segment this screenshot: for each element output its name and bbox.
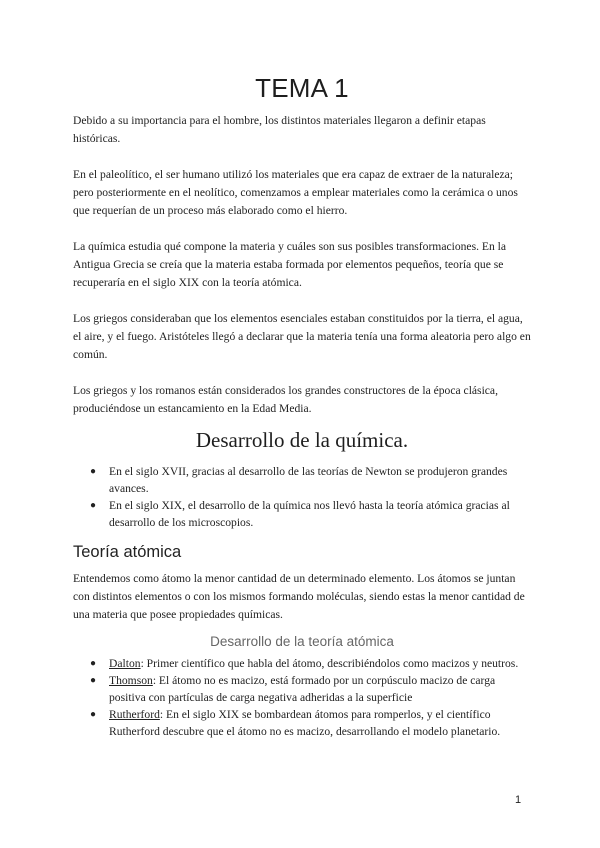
bullet-icon: ● xyxy=(90,466,97,477)
page-content xyxy=(73,73,531,750)
page-title: TEMA 1 xyxy=(255,73,349,103)
section-heading-desarrollo: Desarrollo de la química. xyxy=(195,428,409,452)
scientist-name: Dalton xyxy=(109,657,141,670)
scientist-name: Rutherford xyxy=(109,708,160,721)
intro-paragraph: Los griegos y los romanos están considerados los grandes constructores de la época clásica, produciéndose un estancamiento en la Edad Media. xyxy=(73,384,498,415)
intro-paragraph: En el paleolítico, el ser humano utilizó los materiales que era capaz de extraer de la naturaleza; pero posteriormente en el neolítico, comenzamos a emplear materiales como la cerámica o unos que requerían de un proceso más elaborado como el hierro. xyxy=(73,168,518,217)
section-heading-teoria: Teoría atómica xyxy=(73,543,182,561)
subsection-heading: Desarrollo de la teoría atómica xyxy=(210,634,394,649)
intro-paragraph: La química estudia qué compone la materia y cuáles son sus posibles transformaciones. En la Antigua Grecia se creía que la materia estaba formada por elementos pequeños, teoría que se recuperaría en el siglo XIX con la teoría atómica. xyxy=(73,240,507,289)
scientist-name: Thomson xyxy=(109,674,153,687)
scientist-description: : El átomo no es macizo, está formado por un corpúsculo macizo de carga positiva con partículas de carga negativa adheridas a la superficie xyxy=(109,674,496,704)
list-item xyxy=(73,655,531,672)
intro-paragraph: Debido a su importancia para el hombre, los distintos materiales llegaron a definir etapas históricas. xyxy=(73,114,486,145)
list-item xyxy=(73,672,531,706)
scientist-description: : En el siglo XIX se bombardean átomos para romperlos, y el científico Rutherford descubre que el átomo no es macizo, desarrollando el modelo planetario. xyxy=(109,708,501,738)
desarrollo-bullet-list xyxy=(73,463,531,531)
intro-paragraph: Los griegos consideraban que los elementos esenciales estaban constituidos por la tierra, el agua, el aire, y el fuego. Aristóteles llegó a declarar que la materia tenía una forma aleatoria pero algo en común. xyxy=(73,312,531,361)
list-item-text: En el siglo XIX, el desarrollo de la química nos llevó hasta la teoría atómica gracias al desarrollo de los microscopios. xyxy=(109,499,510,529)
list-item xyxy=(73,706,531,740)
bullet-icon: ● xyxy=(90,500,97,511)
bullet-icon: ● xyxy=(90,675,97,686)
page-number: 1 xyxy=(515,794,522,806)
scientists-bullet-list xyxy=(73,655,531,740)
bullet-icon: ● xyxy=(90,658,97,669)
list-item xyxy=(73,463,531,497)
teoria-paragraph: Entendemos como átomo la menor cantidad de un determinado elemento. Los átomos se juntan con distintos elementos o con los mismos formando moléculas, siendo estas la menor cantidad de una materia que posee propiedades químicas. xyxy=(73,572,525,621)
list-item-text: En el siglo XVII, gracias al desarrollo de las teorías de Newton se produjeron grandes avances. xyxy=(109,465,508,495)
list-item xyxy=(73,497,531,531)
scientist-description: : Primer científico que habla del átomo, describiéndolos como macizos y neutros. xyxy=(140,657,519,670)
bullet-icon: ● xyxy=(90,709,97,720)
